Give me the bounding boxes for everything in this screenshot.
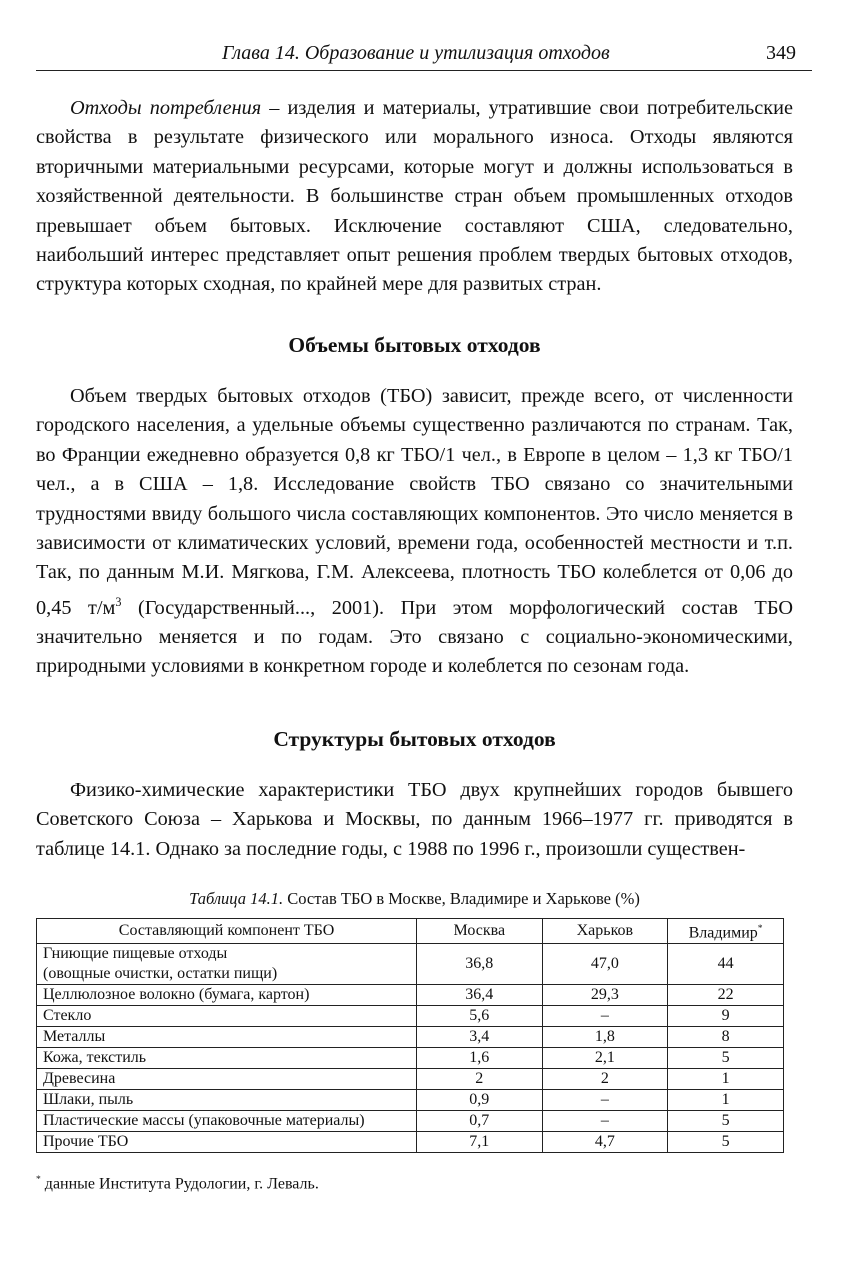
term-consumption-waste: Отходы потребления xyxy=(70,97,262,119)
cell-kharkov: – xyxy=(542,1006,668,1027)
table-caption xyxy=(36,889,793,909)
cell-moscow: 0,7 xyxy=(417,1111,542,1132)
cell-moscow: 2 xyxy=(417,1069,542,1090)
cell-component xyxy=(37,1006,417,1027)
column-header-kharkov: Харьков xyxy=(542,919,668,944)
paragraph-consumption-waste xyxy=(36,94,793,300)
cell-vladimir: 5 xyxy=(668,1111,784,1132)
cell-component xyxy=(37,1090,417,1111)
footnote-text: данные Института Рудологии, г. Леваль. xyxy=(40,1175,319,1193)
cell-vladimir: 44 xyxy=(668,944,784,985)
section-heading-volumes: Объемы бытовых отходов xyxy=(288,333,541,357)
component-name: Металлы xyxy=(43,1028,106,1046)
table-caption-label: Таблица 14.1. xyxy=(189,889,284,908)
column-header-vladimir xyxy=(668,919,784,944)
running-title: Глава 14. Образование и утилизация отходов xyxy=(222,42,610,64)
cell-vladimir: 1 xyxy=(668,1069,784,1090)
table-row xyxy=(37,1069,784,1090)
column-header-component: Составляющий компонент ТБО xyxy=(37,919,417,944)
table-row xyxy=(37,944,784,985)
component-name: Пластические массы (упаковочные материалы) xyxy=(43,1112,365,1130)
cell-vladimir: 9 xyxy=(668,1006,784,1027)
table-row xyxy=(37,1111,784,1132)
cell-moscow: 0,9 xyxy=(417,1090,542,1111)
component-name: Стекло xyxy=(43,1007,92,1025)
cell-component xyxy=(37,1069,417,1090)
table-row xyxy=(37,1048,784,1069)
cell-component xyxy=(37,1111,417,1132)
table-row xyxy=(37,985,784,1006)
paragraph-volumes xyxy=(36,382,793,682)
cell-moscow: 5,6 xyxy=(417,1006,542,1027)
footnote-marker: * xyxy=(757,923,763,934)
waste-composition-table xyxy=(36,918,784,1153)
cell-component xyxy=(37,1048,417,1069)
cell-kharkov: 47,0 xyxy=(542,944,668,985)
cell-moscow: 1,6 xyxy=(417,1048,542,1069)
component-name: Целлюлозное волокно (бумага, картон) xyxy=(43,986,310,1004)
superscript: 3 xyxy=(115,594,122,609)
cell-vladimir: 22 xyxy=(668,985,784,1006)
table-footnote xyxy=(36,1174,319,1193)
cell-moscow: 7,1 xyxy=(417,1132,542,1153)
paragraph-structures: Физико-химические характеристики ТБО двух крупнейших городов бывшего Советского Союза – Харькова и Москвы, по данным 1966–1977 гг. приводятся в таблице 14.1. Однако за последние годы, с 1988 по 1996 г., произошли существен- xyxy=(36,779,793,860)
table-row xyxy=(37,1132,784,1153)
table-caption-text: Состав ТБО в Москве, Владимире и Харькове (%) xyxy=(283,889,640,908)
component-name-detail: (овощные очистки, остатки пищи) xyxy=(43,965,278,983)
cell-component xyxy=(37,944,417,985)
component-name: Гниющие пищевые отходы xyxy=(43,945,228,963)
table-row xyxy=(37,1006,784,1027)
cell-kharkov: 2 xyxy=(542,1069,668,1090)
cell-component xyxy=(37,985,417,1006)
cell-moscow: 3,4 xyxy=(417,1027,542,1048)
paragraph-text: Объем твердых бытовых отходов (ТБО) зависит, прежде всего, от численности городского населения, а удельные объемы существенно различаются по странам. Так, во Франции ежедневно образуется 0,8 кг ТБО/1 чел., в Европе в целом – 1,3 кг ТБО/1 чел., а в США – 1,8. Исследование свойств ТБО связано со значительными трудностями ввиду большого числа составляющих компонентов. Это число меняется в зависимости от климатических условий, времени года, особенностей местности и т.п. Так, по данным М.И. Мягкова, Г.М. Алексеева, плотность ТБО колеблется от 0,06 до 0,45 т/м xyxy=(36,385,793,619)
component-name: Шлаки, пыль xyxy=(43,1091,134,1109)
cell-vladimir: 1 xyxy=(668,1090,784,1111)
cell-vladimir: 5 xyxy=(668,1132,784,1153)
paragraph-text: (Государственный..., 2001). При этом морфологический состав ТБО значительно меняется и по годам. Это связано с социально-экономическими, природными условиями в конкретном городе и колеблется по сезонам года. xyxy=(36,596,793,678)
cell-kharkov: 1,8 xyxy=(542,1027,668,1048)
cell-kharkov: 2,1 xyxy=(542,1048,668,1069)
cell-moscow: 36,4 xyxy=(417,985,542,1006)
table-row xyxy=(37,1027,784,1048)
component-name: Прочие ТБО xyxy=(43,1133,129,1151)
paragraph-text: – изделия и материалы, утратившие свои потребительские свойства в результате физического или морального износа. Отходы являются вторичными материальными ресурсами, которые могут и должны использоваться в хозяйственной деятельности. В большинстве стран объем промышленных отходов превышает объем бытовых. Исключение составляют США, следовательно, наибольший интерес представляет опыт решения проблем твердых бытовых отходов, структура которых сходная, по крайней мере для развитых стран. xyxy=(36,97,793,296)
cell-vladimir: 5 xyxy=(668,1048,784,1069)
running-header xyxy=(36,38,812,71)
cell-kharkov: 4,7 xyxy=(542,1132,668,1153)
cell-vladimir: 8 xyxy=(668,1027,784,1048)
table-row xyxy=(37,1090,784,1111)
column-header-moscow: Москва xyxy=(417,919,542,944)
cell-kharkov: 29,3 xyxy=(542,985,668,1006)
footnote-marker: * xyxy=(36,1174,41,1185)
component-name: Кожа, текстиль xyxy=(43,1049,147,1067)
page-number: 349 xyxy=(766,42,796,64)
table-header-row xyxy=(37,919,784,944)
cell-kharkov: – xyxy=(542,1090,668,1111)
cell-component xyxy=(37,1027,417,1048)
cell-kharkov: – xyxy=(542,1111,668,1132)
component-name: Древесина xyxy=(43,1070,116,1088)
cell-component xyxy=(37,1132,417,1153)
column-header-vladimir-label: Владимир xyxy=(688,924,758,942)
cell-moscow: 36,8 xyxy=(417,944,542,985)
section-heading-structures: Структуры бытовых отходов xyxy=(273,727,556,751)
